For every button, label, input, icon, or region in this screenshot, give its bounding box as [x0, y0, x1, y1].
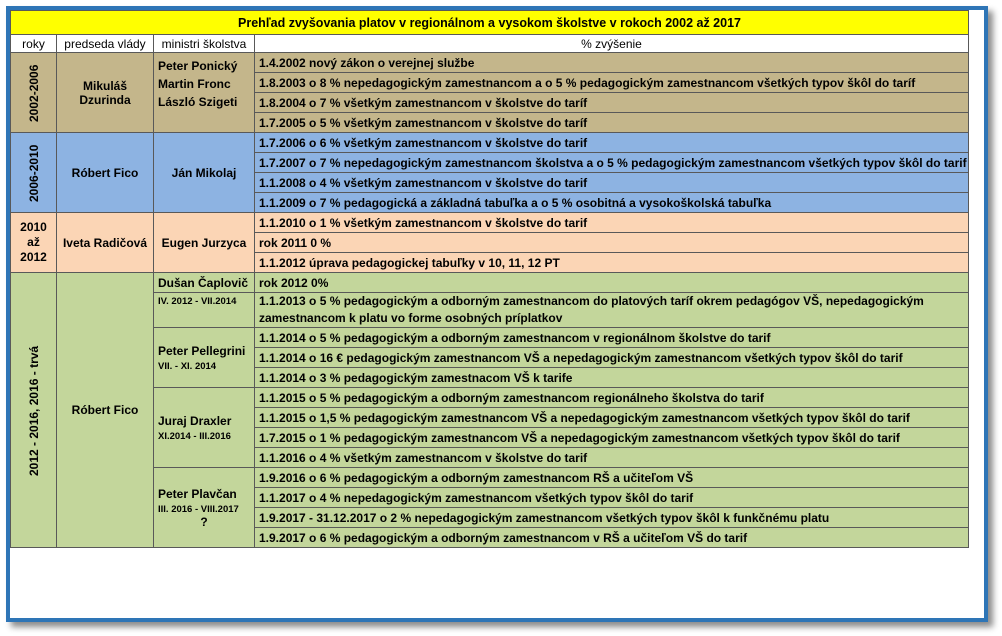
p2-pm: Róbert Fico: [57, 133, 154, 213]
table-row: 1.1.2010 o 1 % všetkým zamestnancom v školstve do tarif: [255, 213, 969, 233]
p3-years: [11, 213, 57, 273]
table-row: 1.1.2016 o 4 % všetkým zamestnancom v školstve do tarif: [255, 448, 969, 468]
table-row: 1.1.2017 o 4 % nepedagogickým zamestnancom všetkých typov škôl do tarif: [255, 488, 969, 508]
p4-minister-1-term: IV. 2012 - VII.2014: [154, 293, 255, 328]
p4-minister-2-term: VII. - XI. 2014: [158, 360, 217, 372]
table-row: 1.8.2003 o 8 % nepedagogickým zamestnancom a o 5 % pedagogickým zamestnancom všetkých typov škôl do taríf: [255, 73, 969, 93]
p3-year-sep: až: [27, 235, 40, 249]
table-row: rok 2011 0 %: [255, 233, 969, 253]
p4-minister-2-name: Peter Pellegrini: [158, 343, 246, 358]
table-row: 1.1.2014 o 3 % pedagogickým zamestnacom VŠ k tarife: [255, 368, 969, 388]
header-pct: % zvýšenie: [255, 35, 969, 53]
table-row: 1.1.2008 o 4 % všetkým zamestnancom v školstve do tarif: [255, 173, 969, 193]
table-row: 1.7.2005 o 5 % všetkým zamestnancom v školstve do taríf: [255, 113, 969, 133]
table-title: Prehľad zvyšovania platov v regionálnom a vysokom školstve v rokoch 2002 až 2017: [11, 11, 969, 35]
p4-minister-2: [154, 328, 255, 388]
p4-minister-1-name: Dušan Čaplovič: [154, 273, 255, 293]
table-row: 1.7.2007 o 7 % nepedagogickým zamestnancom školstva a o 5 % pedagogickým zamestnancom všetkých typov škôl do tarif: [255, 153, 969, 173]
table-row: 1.7.2015 o 1 % pedagogickým zamestnancom VŠ a nepedagogickým zamestnancom všetkých typov škôl do tarif: [255, 428, 969, 448]
p4-minister-next: ?: [200, 514, 208, 529]
p3-minister: Eugen Jurzyca: [154, 213, 255, 273]
p4-minister-4-term: III. 2016 - VIII.2017: [158, 503, 239, 515]
table-row: 1.8.2004 o 7 % všetkým zamestnancom v školstve do taríf: [255, 93, 969, 113]
p4-minister-3: [154, 388, 255, 468]
p4-years: 2012 - 2016, 2016 - trvá: [11, 273, 57, 548]
header-row: [11, 35, 969, 53]
p3-year-from: 2010: [20, 220, 47, 234]
table-row: 1.1.2013 o 5 % pedagogickým a odborným zamestnancom do platových taríf okrem pedagógov VŠ, nepedagogickým zamestnancom k platu vo forme osobných príplatkov: [255, 293, 969, 328]
table-row: 1.9.2017 o 6 % pedagogickým a odborným zamestnancom v RŠ a učiteľom VŠ do tarif: [255, 528, 969, 548]
header-pm: predseda vlády: [57, 35, 154, 53]
p2-minister: Ján Mikolaj: [154, 133, 255, 213]
p1-minister-2: Martin Fronc: [158, 77, 231, 91]
table-row: 1.1.2014 o 16 € pedagogickým zamestnancom VŠ a nepedagogickým zamestnancom všetkých typov škôl do tarif: [255, 348, 969, 368]
table-row: 1.1.2014 o 5 % pedagogickým a odborným zamestnancom v regionálnom školstve do tarif: [255, 328, 969, 348]
p1-pm: [57, 53, 154, 133]
p3-pm: Iveta Radičová: [57, 213, 154, 273]
p4-minister-3-term: XI.2014 - III.2016: [158, 430, 231, 442]
p1-pm-line2: Dzurinda: [79, 92, 131, 107]
p1-minister-3: László Szigeti: [158, 95, 238, 109]
table-row: 1.9.2017 - 31.12.2017 o 2 % nepedagogickým zamestnancom všetkých typov škôl k funkčnému platu: [255, 508, 969, 528]
table-row: 1.1.2015 o 1,5 % pedagogickým zamestnancom VŠ a nepedagogickým zamestnancom všetkých typov škôl do tarif: [255, 408, 969, 428]
p1-minister-1: Peter Ponický: [158, 59, 238, 73]
table-row: 1.4.2002 nový zákon o verejnej službe: [255, 53, 969, 73]
p3-year-to: 2012: [20, 250, 47, 264]
p1-pm-line1: Mikuláš: [82, 78, 127, 93]
table-row: 1.1.2012 úprava pedagogickej tabuľky v 10, 11, 12 PT: [255, 253, 969, 273]
header-ministers: ministri školstva: [154, 35, 255, 53]
salary-table: [10, 10, 969, 548]
p4-pm: Róbert Fico: [57, 273, 154, 548]
table-row: 1.9.2016 o 6 % pedagogickým a odborným zamestnancom RŠ a učiteľom VŠ: [255, 468, 969, 488]
p1-ministers: [154, 53, 255, 133]
p4-minister-3-name: Juraj Draxler: [158, 413, 232, 428]
p4-minister-4: [154, 468, 255, 548]
p2-years: 2006-2010: [11, 133, 57, 213]
table-row: rok 2012 0%: [255, 273, 969, 293]
p4-minister-4-name: Peter Plavčan: [158, 486, 237, 501]
p1-years: 2002-2006: [11, 53, 57, 133]
table-row: 1.1.2009 o 7 % pedagogická a základná tabuľka a o 5 % osobitná a vysokoškolská tabuľka: [255, 193, 969, 213]
table-row: 1.7.2006 o 6 % všetkým zamestnancom v školstve do tarif: [255, 133, 969, 153]
header-years: roky: [11, 35, 57, 53]
table-row: 1.1.2015 o 5 % pedagogickým a odborným zamestnancom regionálneho školstva do tarif: [255, 388, 969, 408]
